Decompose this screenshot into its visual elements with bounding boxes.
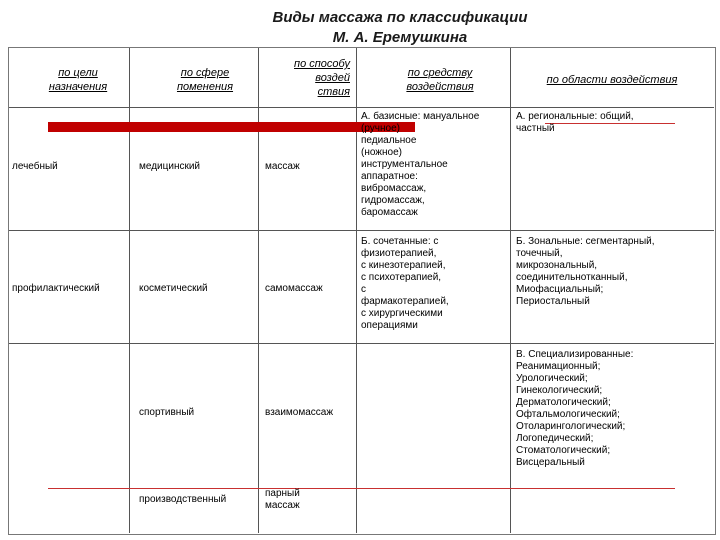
sphere-sport: спортивный bbox=[139, 407, 195, 418]
header-method: по способу воздей ствия bbox=[294, 58, 350, 98]
row-divider bbox=[9, 107, 714, 108]
method-mutual-massage: взаимомассаж bbox=[265, 407, 334, 418]
row-divider bbox=[9, 230, 714, 231]
header-means: по средству воздействия bbox=[406, 67, 474, 93]
column-divider bbox=[258, 48, 259, 533]
means-basic: А. базисные: мануальное (ручное) педиальное (ножное) инструментальное аппаратное: вибромассаж, гидромассаж, баромассаж bbox=[361, 111, 480, 218]
page-subtitle: М. А. Еремушкина bbox=[332, 29, 468, 46]
method-paired-massage: парный массаж bbox=[265, 488, 300, 511]
means-combined: Б. сочетанные: с физиотерапией, с кинезотерапией, с психотерапией, с фармакотерапией, с хирургическими операциями bbox=[361, 236, 449, 331]
sphere-cosmetic: косметический bbox=[139, 283, 208, 294]
column-divider bbox=[129, 48, 130, 533]
page-title: Виды массажа по классификации bbox=[272, 9, 528, 26]
row-divider bbox=[9, 343, 714, 344]
column-divider bbox=[510, 48, 511, 533]
sphere-industrial: производственный bbox=[139, 494, 227, 505]
red-highlight-bar bbox=[48, 122, 415, 132]
purpose-preventive: профилактический bbox=[12, 283, 100, 294]
red-accent-line bbox=[48, 488, 675, 489]
sphere-medical: медицинский bbox=[139, 161, 201, 172]
purpose-therapeutic: лечебный bbox=[12, 161, 58, 172]
column-divider bbox=[356, 48, 357, 533]
area-specialized: В. Специализированные: Реанимационный; Урологический; Гинекологический; Дерматологический; Офтальмологический; Отоларингологический; Логопедический; Стоматологический; Висцеральный bbox=[516, 349, 634, 468]
header-sphere: по сфере поменения bbox=[176, 67, 234, 93]
header-purpose: по цели назначения bbox=[48, 67, 108, 93]
area-regional: А. региональные: общий, частный bbox=[516, 111, 634, 134]
method-massage: массаж bbox=[265, 161, 300, 172]
method-self-massage: самомассаж bbox=[265, 283, 323, 294]
area-zonal: Б. Зональные: сегментарный, точечный, микрозональный, соединительнотканный, Миофасциальный; Периостальный bbox=[516, 236, 655, 307]
header-area: по области воздействия bbox=[546, 74, 678, 86]
